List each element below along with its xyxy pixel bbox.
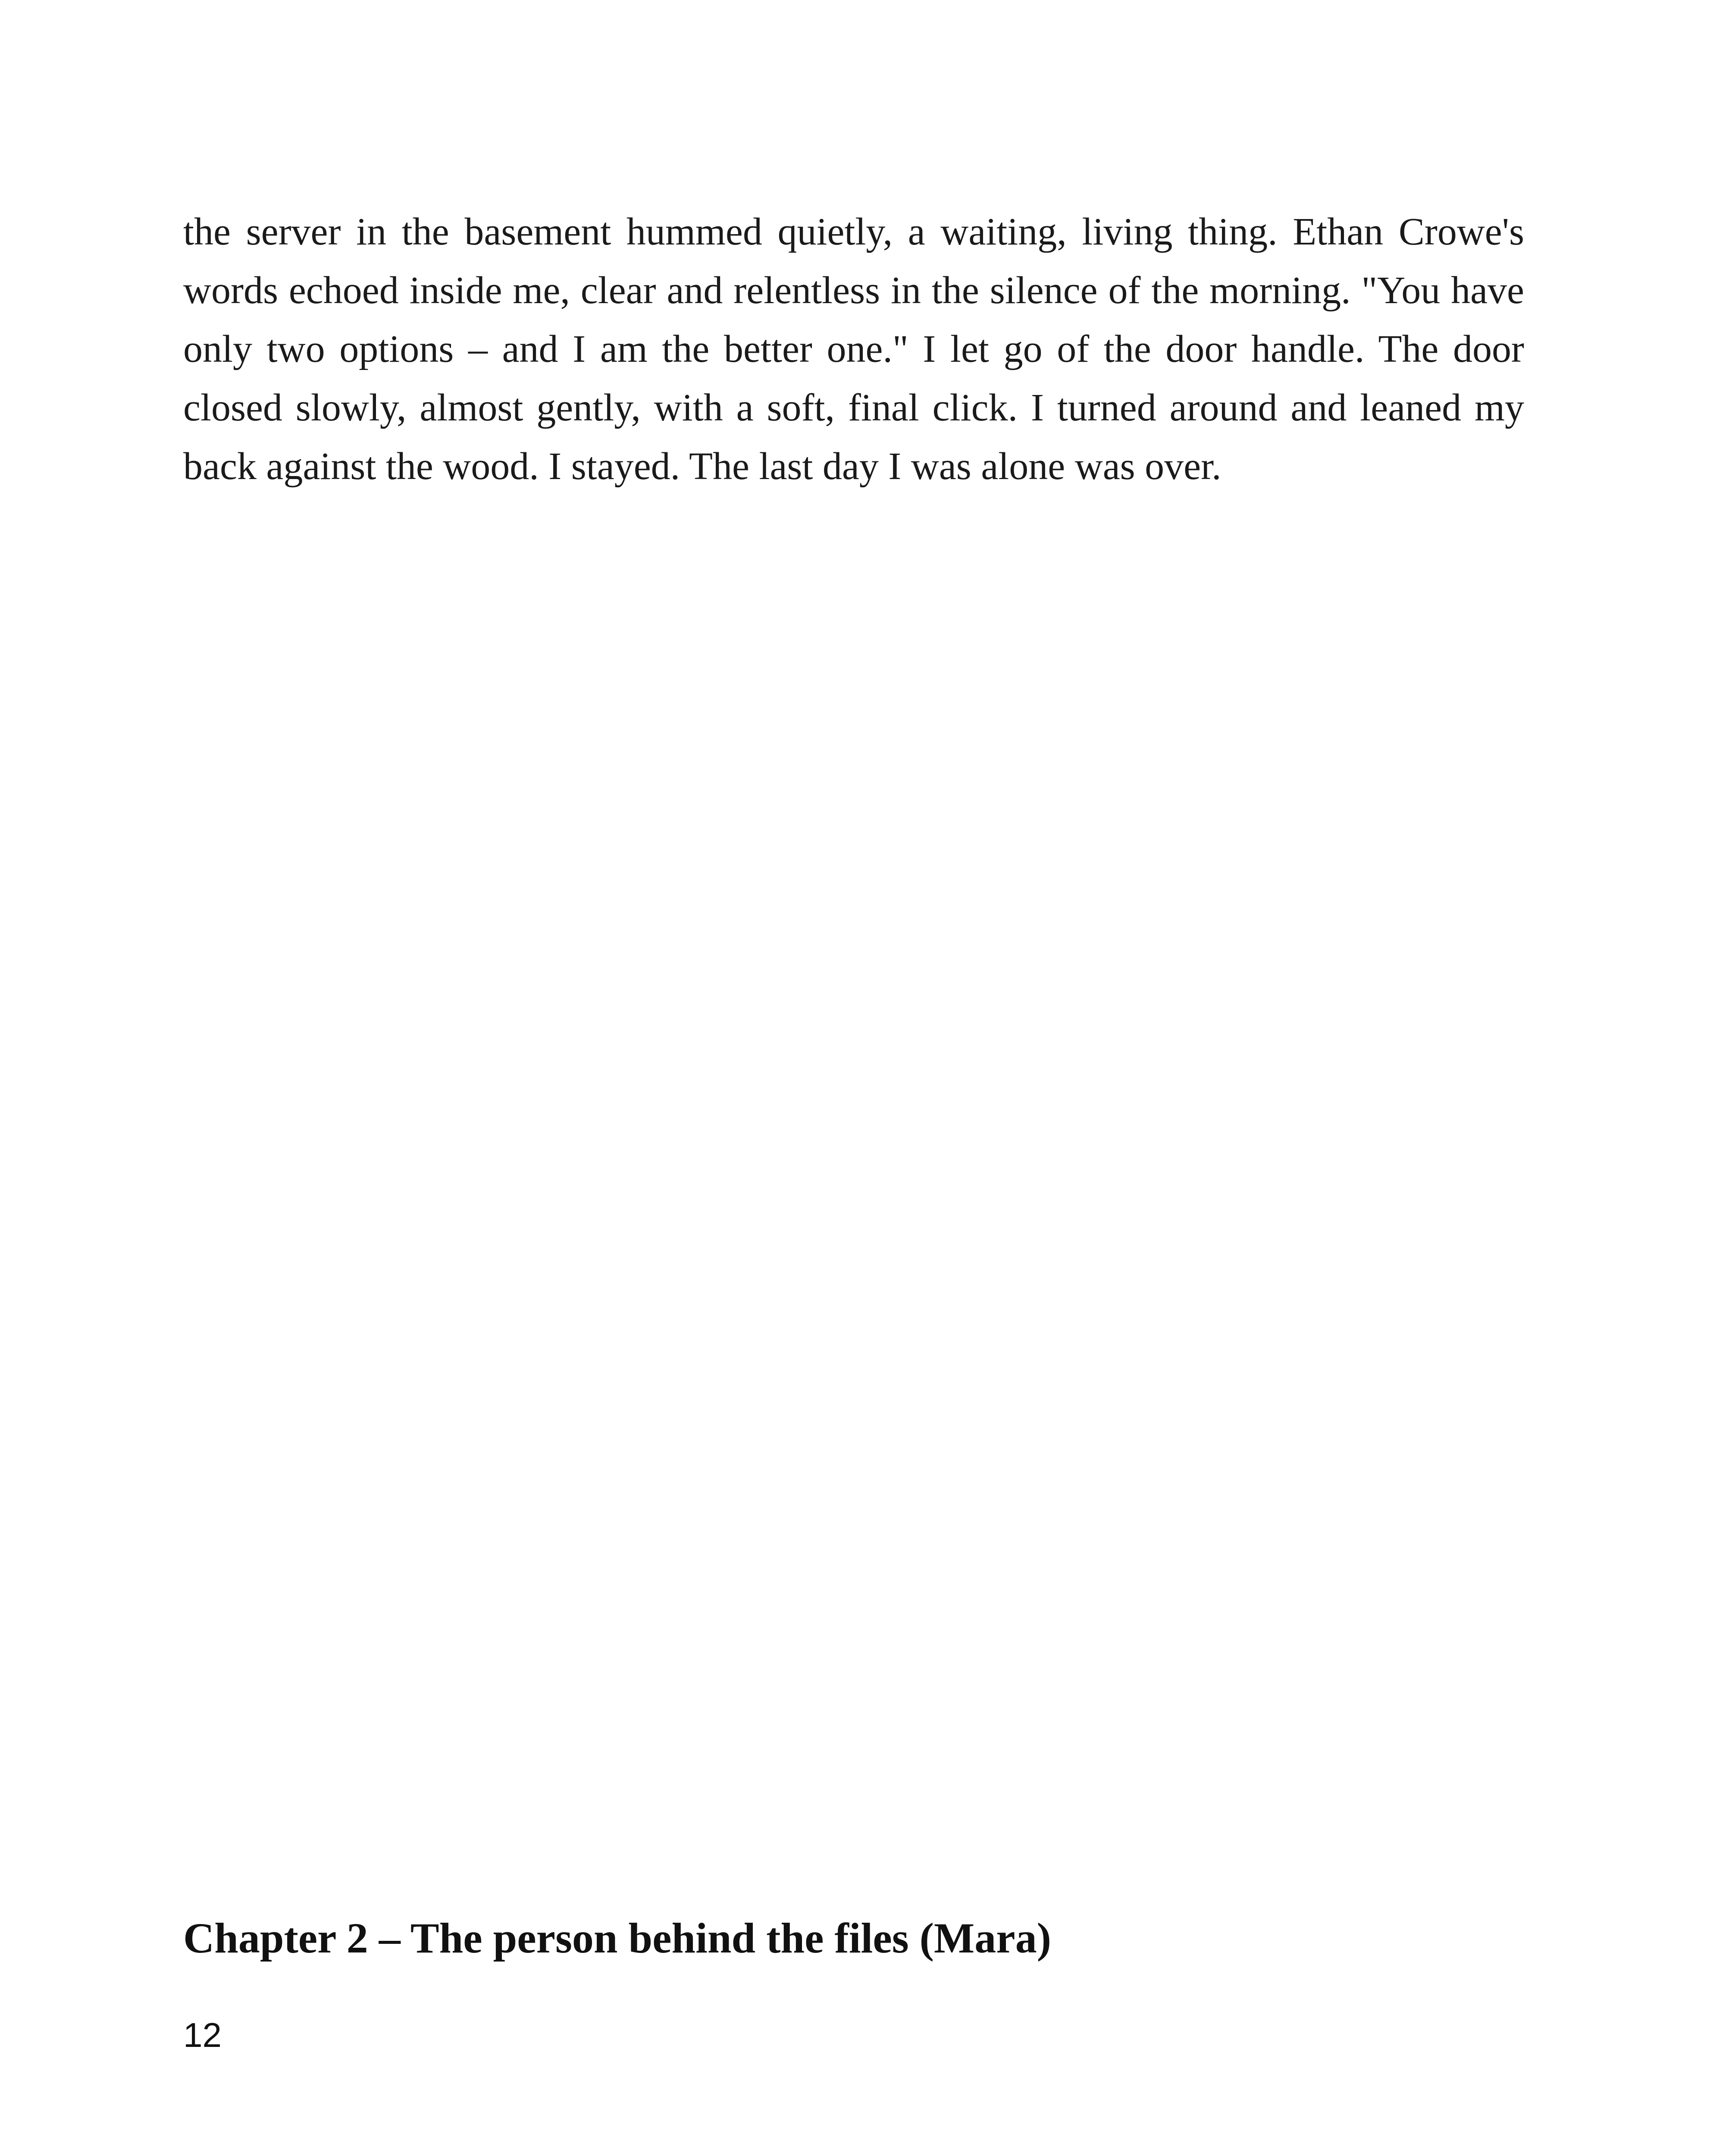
body-paragraph: the server in the basement hummed quietly, a waiting, living thing. Ethan Crowe's words echoed inside me, clear and relentless in the silence of the morning. "You have only two options – and I am the better one." I let go of the door handle. The door closed slowly, almost gently, with a soft, final click. I turned around and leaned my back against the wood. I stayed. The last day I was alone was over.: [183, 210, 1524, 488]
chapter-heading: Chapter 2 – The person behind the files (Mara): [183, 1914, 1051, 1962]
page-number: 12: [183, 2016, 222, 2054]
